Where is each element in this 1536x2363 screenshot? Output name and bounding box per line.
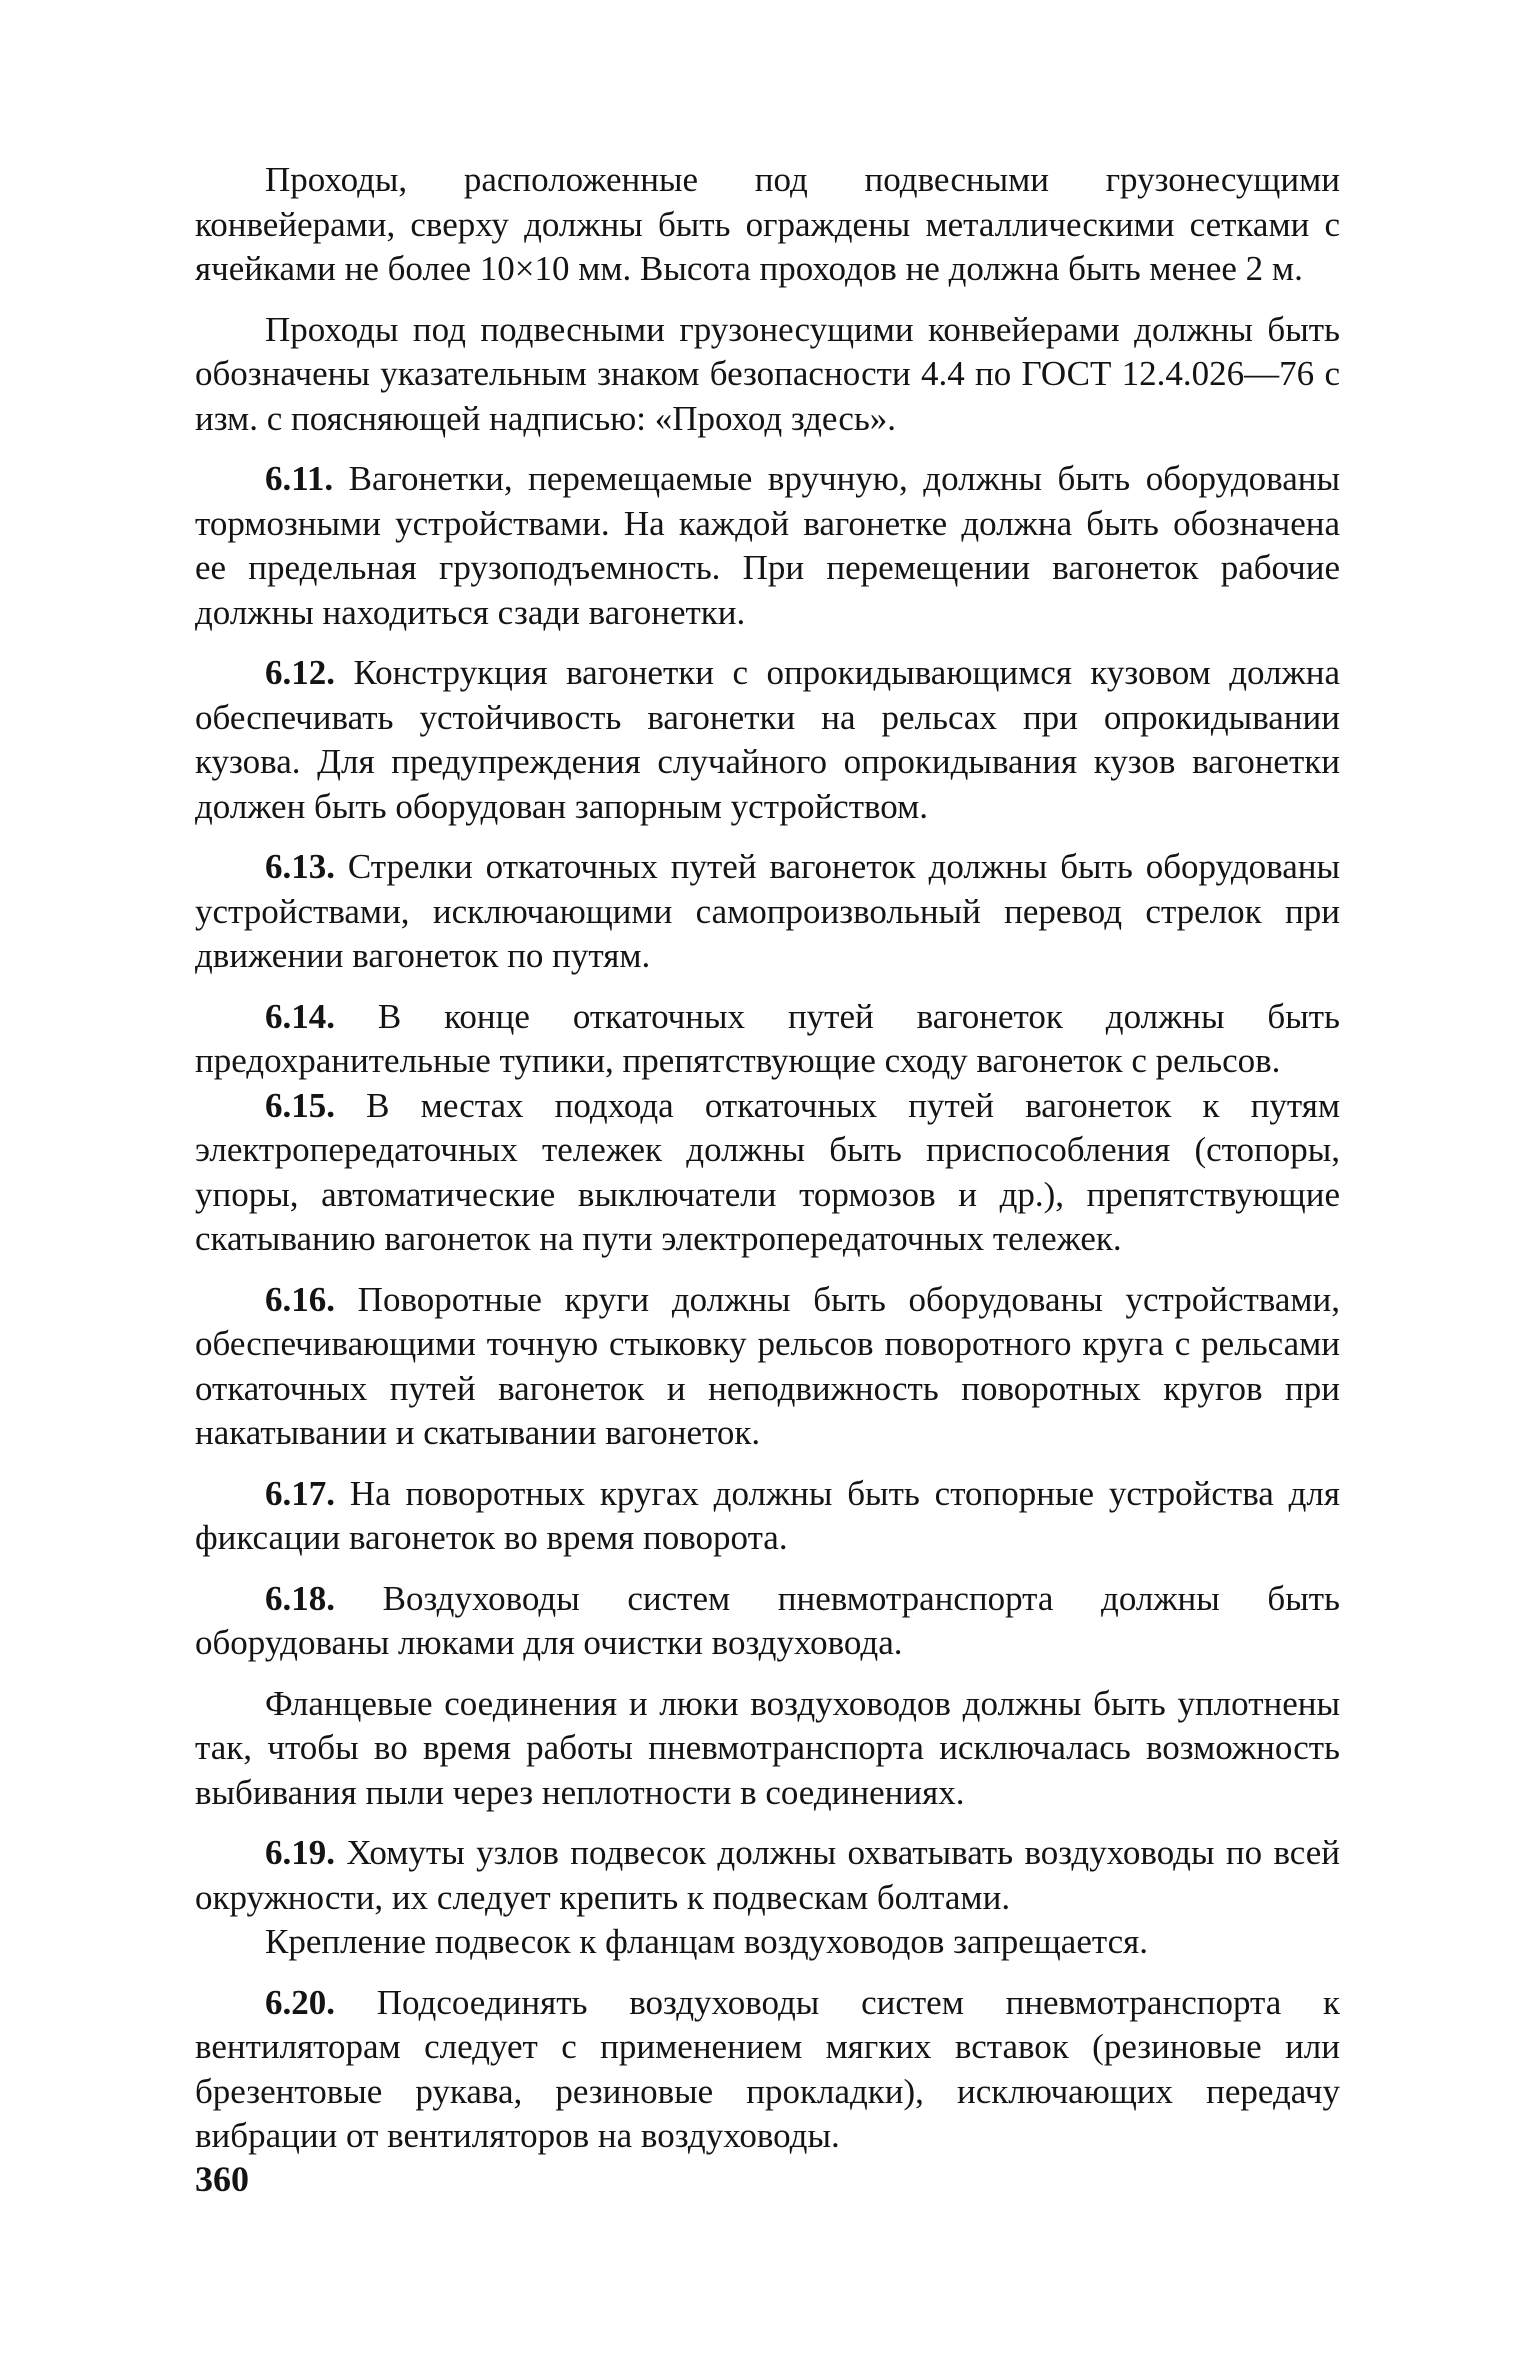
paragraph-passages-sign [195,308,1340,442]
paragraph-6-11 [195,457,1340,635]
clause-number: 6.17. [265,1473,335,1513]
paragraph-passages-mesh [195,158,1340,292]
paragraph-6-15 [195,1084,1340,1262]
paragraph-text: Проходы под подвесными грузонесущими конвейерами должны быть обозначены указательным знаком безопасности 4.4 по ГОСТ 12.4.026—76 с изм. с поясняющей надписью: «Проход здесь». [195,309,1340,438]
paragraph-text: Фланцевые соединения и люки воздуховодов должны быть уплотнены так, чтобы во время работы пневмотранспорта исключалась возможность выбивания пыли через неплотности в соединениях. [195,1683,1340,1812]
clause-number: 6.15. [265,1085,335,1125]
paragraph-text: На поворотных кругах должны быть стопорные устройства для фиксации вагонеток во время поворота. [195,1473,1340,1557]
paragraph-6-20 [195,1981,1340,2159]
paragraph-6-13 [195,845,1340,979]
paragraph-6-16 [195,1278,1340,1456]
clause-number: 6.13. [265,847,335,886]
clause-number: 6.12. [265,653,335,692]
paragraph-text: Крепление подвесок к фланцам воздуховодов запрещается. [265,1922,1148,1961]
paragraph-text: Стрелки откаточных путей вагонеток должны быть оборудованы устройствами, исключающими самопроизвольный перевод стрелок при движении вагонеток по путям. [195,847,1340,975]
paragraph-6-12 [195,651,1340,829]
page-number: 360 [195,2159,249,2199]
clause-number: 6.20. [265,1982,335,2022]
paragraph-6-19 [195,1831,1340,1920]
paragraph-text: Конструкция вагонетки с опрокидывающимся кузовом должна обеспечивать устойчивость вагонетки на рельсах при опрокидывании кузова. Для предупреждения случайного опрокидывания кузов вагонетки должен быть оборудован запорным устройством. [195,653,1341,826]
paragraph-6-18 [195,1577,1340,1666]
paragraph-6-14 [195,995,1340,1084]
clause-number: 6.14. [265,996,335,1036]
document-body [195,158,1340,2175]
paragraph-text: Подсоединять воздуховоды систем пневмотранспорта к вентиляторам следует с применением мягких вставок (резиновые или брезентовые рукава, резиновые прокладки), исключающих передачу вибрации от вентиляторов на воздуховоды. [195,1982,1341,2155]
clause-number: 6.16. [265,1279,335,1319]
paragraph-flanges [195,1682,1340,1816]
paragraph-text: Вагонетки, перемещаемые вручную, должны быть оборудованы тормозными устройствами. На каждой вагонетке должна быть обозначена ее предельная грузоподъемность. При перемещении вагонеток рабочие должны находиться сзади вагонетки. [195,459,1341,632]
paragraph-text: Хомуты узлов подвесок должны охватывать воздуховоды по всей окружности, их следует крепить к подвескам болтами. [195,1833,1340,1917]
paragraph-hangers-prohibited [195,1920,1340,1965]
clause-number: 6.19. [265,1833,335,1872]
paragraph-text: Проходы, расположенные под подвесными грузонесущими конвейерами, сверху должны быть ограждены металлическими сетками с ячейками не более 10×10 мм. Высота проходов не должна быть менее 2 м. [195,160,1340,288]
clause-number: 6.11. [265,459,334,498]
paragraph-text: Воздуховоды систем пневмотранспорта должны быть оборудованы люками для очистки воздуховода. [195,1578,1340,1662]
paragraph-text: В местах подхода откаточных путей вагонеток к путям электропередаточных тележек должны быть приспособления (стопоры, упоры, автоматические выключатели тормозов и др.), препятствующие скатыванию вагонеток на пути электропередаточных тележек. [195,1085,1341,1258]
paragraph-text: В конце откаточных путей вагонеток должны быть предохранительные тупики, препятствующие сходу вагонеток с рельсов. [195,996,1340,1080]
paragraph-6-17 [195,1472,1340,1561]
paragraph-text: Поворотные круги должны быть оборудованы устройствами, обеспечивающими точную стыковку рельсов поворотного круга с рельсами откаточных путей вагонеток и неподвижность поворотных кругов при накатывании и скатывании вагонеток. [195,1279,1340,1452]
clause-number: 6.18. [265,1578,335,1618]
